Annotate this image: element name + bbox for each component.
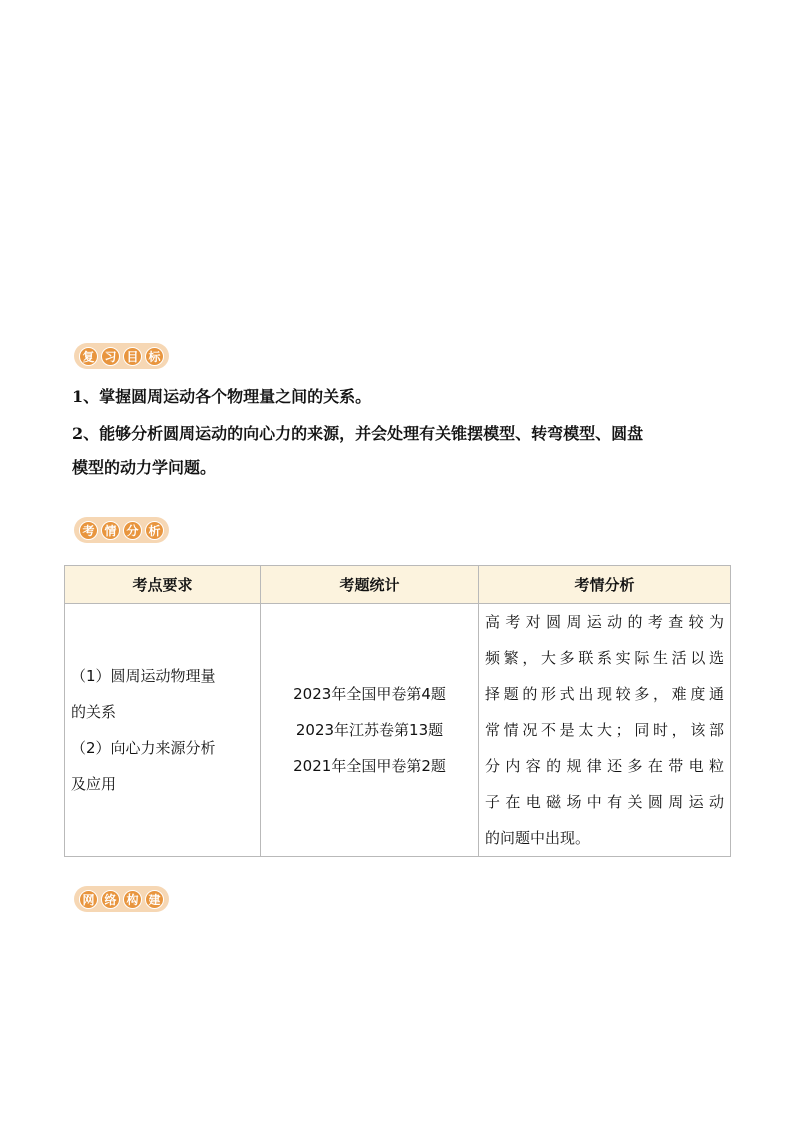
statistic-line: 2023年全国甲卷第4题 — [293, 685, 446, 703]
analysis-line: 常情况不是太大；同时，该部 — [485, 721, 724, 739]
badge-char: 分 — [123, 521, 142, 540]
table-row — [65, 604, 731, 857]
statistic-line: 2021年全国甲卷第2题 — [293, 757, 446, 775]
header-analysis: 考情分析 — [479, 566, 731, 604]
analysis-line: 频繁，大多联系实际生活以选 — [485, 649, 724, 667]
badge-char: 络 — [101, 890, 120, 909]
badge-char: 考 — [79, 521, 98, 540]
requirement-line: 及应用 — [71, 775, 117, 793]
table-header-row — [65, 566, 731, 604]
review-goal-item-1: 1、掌握圆周运动各个物理量之间的关系。 — [72, 387, 372, 406]
exam-analysis-badge — [74, 517, 169, 543]
analysis-line: 子在电磁场中有关圆周运动 — [485, 793, 724, 811]
badge-char: 习 — [101, 347, 120, 366]
review-goal-item-2: 2、能够分析圆周运动的向心力的来源，并会处理有关锥摆模型、转弯模型、圆盘 — [72, 424, 644, 443]
analysis-cell — [479, 604, 731, 857]
badge-char: 构 — [123, 890, 142, 909]
badge-char: 网 — [79, 890, 98, 909]
header-statistics: 考题统计 — [261, 566, 479, 604]
analysis-line: 的问题中出现。 — [485, 829, 591, 847]
badge-char: 目 — [123, 347, 142, 366]
requirement-line: （2）向心力来源分析 — [71, 739, 216, 757]
analysis-line: 分内容的规律还多在带电粒 — [485, 757, 724, 775]
statistics-cell — [261, 604, 479, 857]
badge-char: 标 — [145, 347, 164, 366]
requirements-cell — [65, 604, 261, 857]
badge-char: 复 — [79, 347, 98, 366]
requirement-line: 的关系 — [71, 703, 117, 721]
review-goal-item-2-continued: 模型的动力学问题。 — [72, 458, 217, 477]
statistic-line: 2023年江苏卷第13题 — [295, 721, 444, 739]
analysis-line: 高考对圆周运动的考查较为 — [485, 613, 724, 631]
network-badge — [74, 886, 169, 912]
requirement-line: （1）圆周运动物理量 — [71, 667, 216, 685]
badge-char: 建 — [145, 890, 164, 909]
header-requirements: 考点要求 — [65, 566, 261, 604]
badge-char: 情 — [101, 521, 120, 540]
review-goals-badge — [74, 343, 169, 369]
analysis-line: 择题的形式出现较多，难度通 — [485, 685, 724, 703]
badge-char: 析 — [145, 521, 164, 540]
exam-analysis-table — [64, 565, 731, 857]
